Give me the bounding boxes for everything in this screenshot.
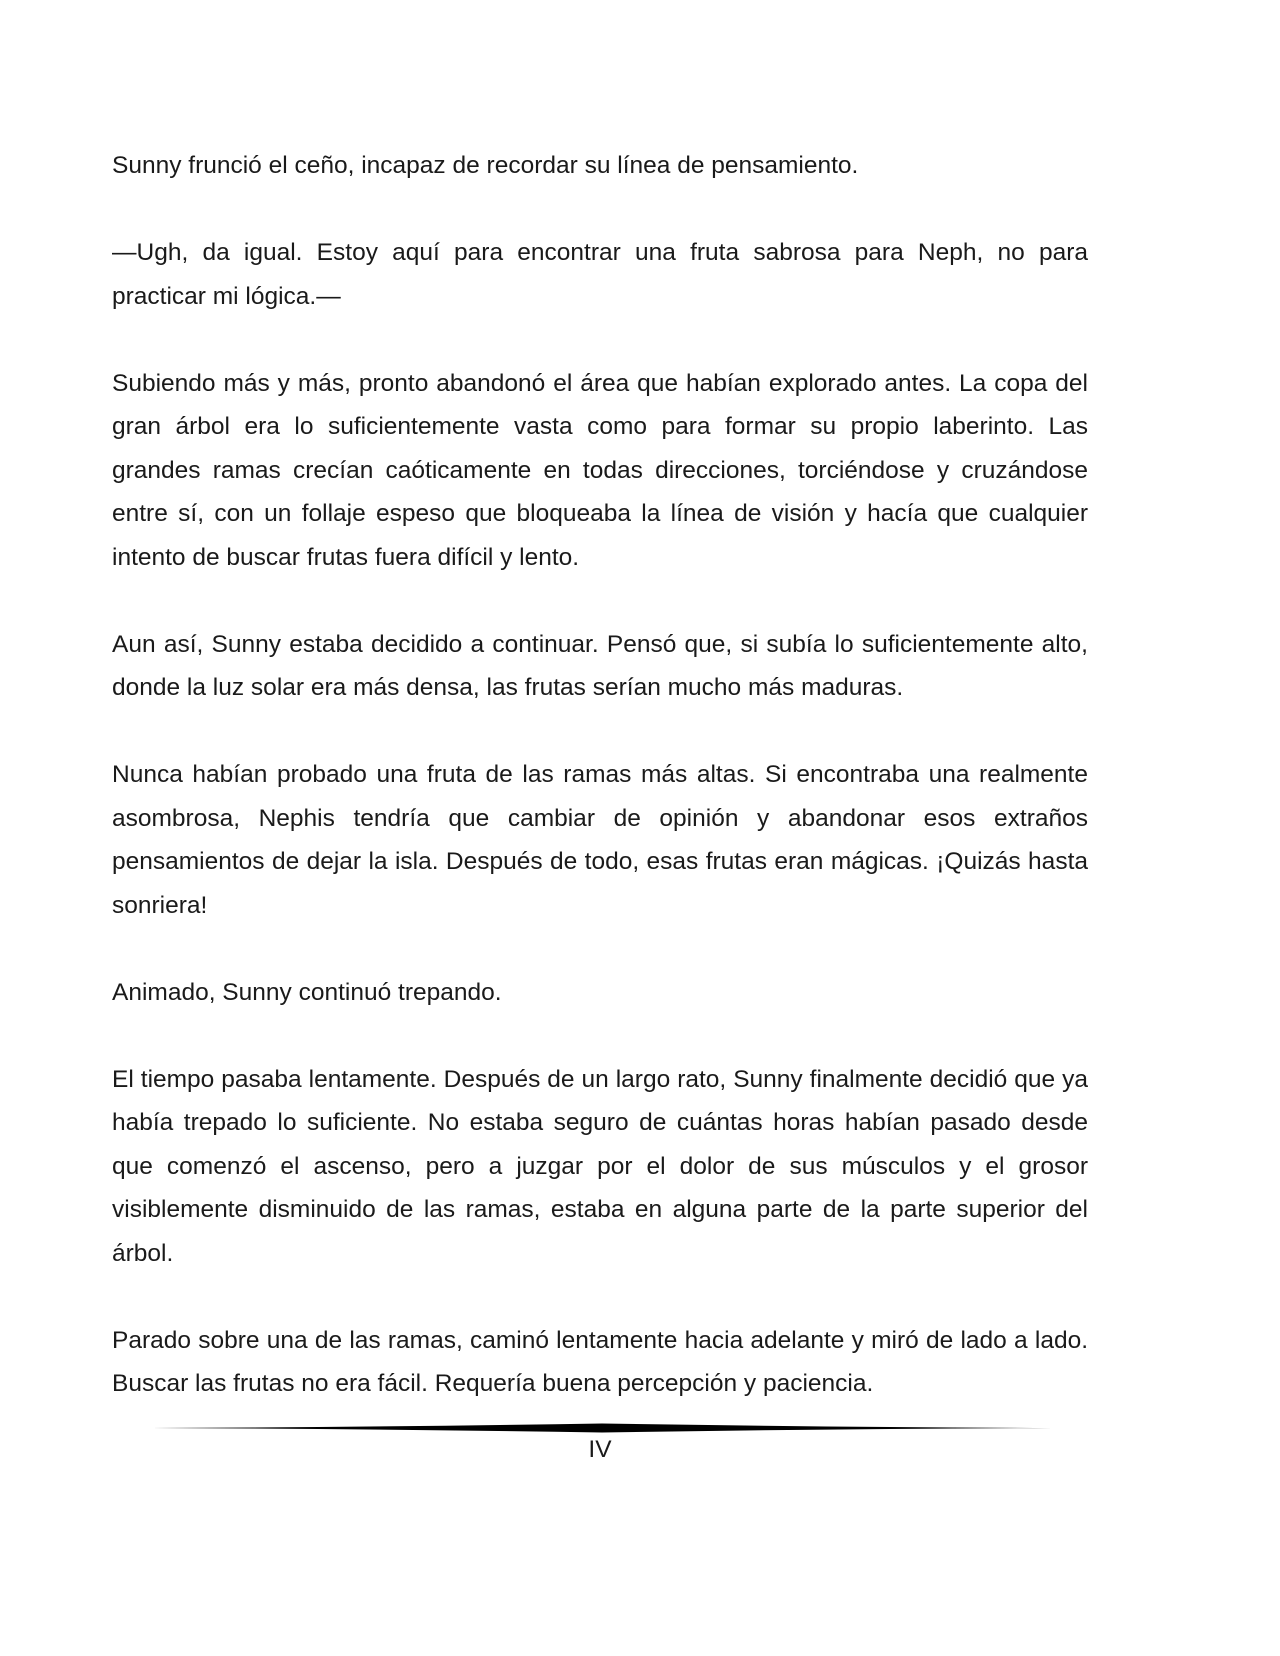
paragraph-2: —Ugh, da igual. Estoy aquí para encontrar una fruta sabrosa para Neph, no para practicar mi lógica.— <box>112 239 1088 310</box>
page-number: IV <box>588 1436 612 1463</box>
paragraph-5: Nunca habían probado una fruta de las ramas más altas. Si encontraba una realmente asombrosa, Nephis tendría que cambiar de opinión y abandonar esos extraños pensamientos de dejar la isla. Después de todo, esas frutas eran mágicas. ¡Quizás hasta sonriera! <box>112 761 1088 919</box>
body-text <box>112 144 1088 1449</box>
paragraph-7: El tiempo pasaba lentamente. Después de un largo rato, Sunny finalmente decidió que ya había trepado lo suficiente. No estaba seguro de cuántas horas habían pasado desde que comenzó el ascenso, pero a juzgar por el dolor de sus músculos y el grosor visiblemente disminuido de las ramas, estaba en alguna parte de la parte superior del árbol. <box>112 1065 1088 1267</box>
paragraph-6: Animado, Sunny continuó trepando. <box>112 978 502 1006</box>
paragraph-1: Sunny frunció el ceño, incapaz de recordar su línea de pensamiento. <box>112 152 859 179</box>
paragraph-8: Parado sobre una de las ramas, caminó lentamente hacia adelante y miró de lado a lado. Buscar las frutas no era fácil. Requería buena percepción y paciencia. <box>112 1326 1088 1397</box>
decorative-divider <box>152 1422 1052 1434</box>
divider-stroke <box>152 1424 1052 1433</box>
paragraph-3: Subiendo más y más, pronto abandonó el área que habían explorado antes. La copa del gran árbol era lo suficientemente vasta como para formar su propio laberinto. Las grandes ramas crecían caóticamente en todas direcciones, torciéndose y cruzándose entre sí, con un follaje espeso que bloqueaba la línea de visión y hacía que cualquier intento de buscar frutas fuera difícil y lento. <box>112 369 1088 571</box>
paragraph-4: Aun así, Sunny estaba decidido a continuar. Pensó que, si subía lo suficientemente alto, donde la luz solar era más densa, las frutas serían mucho más maduras. <box>112 630 1088 701</box>
